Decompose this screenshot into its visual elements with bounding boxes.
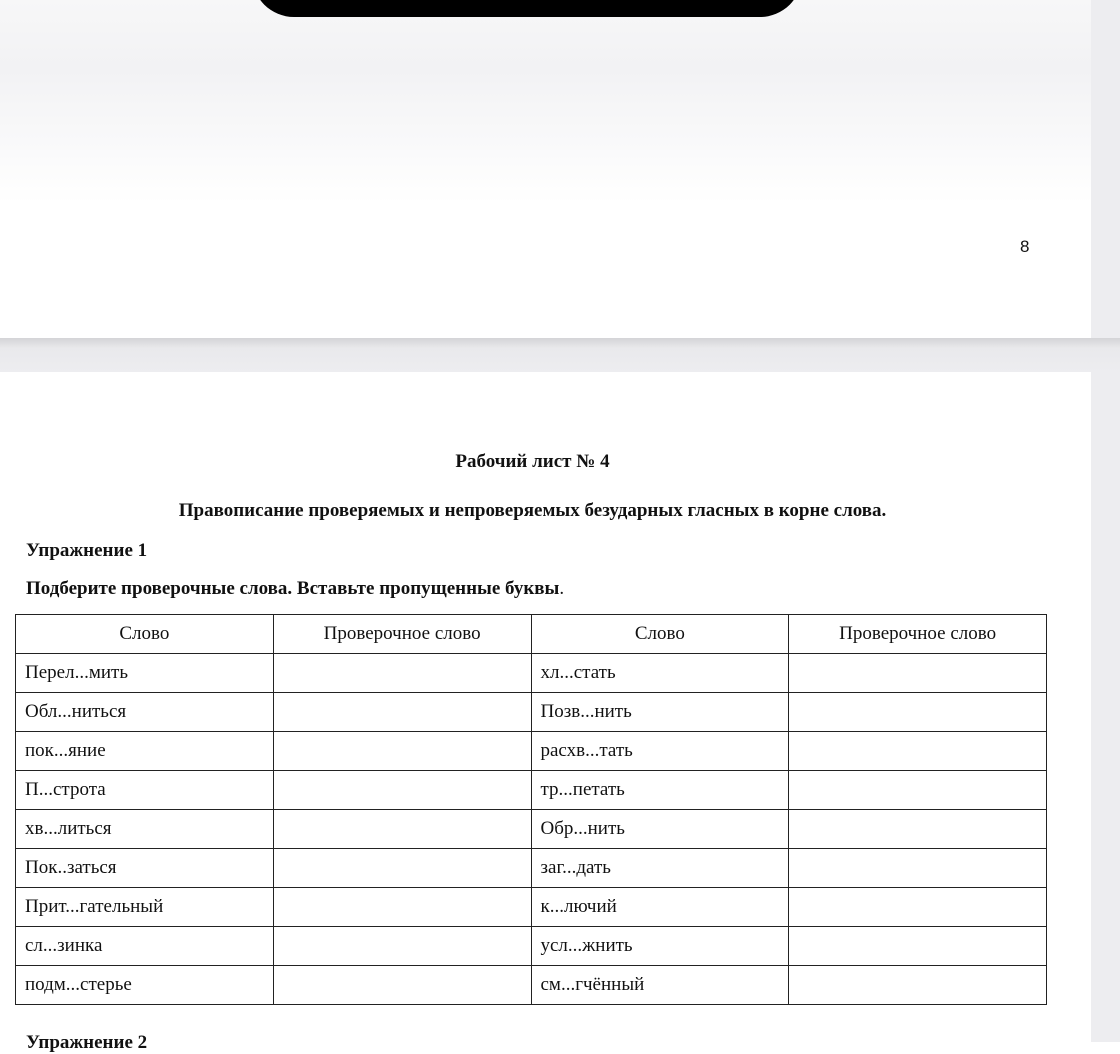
word-cell: заг...дать — [531, 849, 789, 888]
check-word-cell[interactable] — [273, 888, 531, 927]
check-word-cell[interactable] — [273, 654, 531, 693]
column-header: Слово — [16, 615, 274, 654]
page-margin-right — [1091, 0, 1120, 340]
table-row — [16, 771, 1047, 810]
word-cell: П...строта — [16, 771, 274, 810]
previous-page — [0, 0, 1091, 340]
check-word-cell[interactable] — [273, 966, 531, 1005]
check-word-cell[interactable] — [789, 849, 1047, 888]
check-word-cell[interactable] — [273, 732, 531, 771]
worksheet-title: Рабочий лист № 4 — [455, 451, 610, 472]
page-separator — [0, 338, 1120, 372]
check-word-cell[interactable] — [789, 771, 1047, 810]
check-word-cell[interactable] — [789, 693, 1047, 732]
table-row — [16, 732, 1047, 771]
word-cell: сл...зинка — [16, 927, 274, 966]
instruction-text: Подберите проверочные слова. Вставьте пропущенные буквы — [26, 578, 560, 599]
table-row — [16, 810, 1047, 849]
column-header: Проверочное слово — [789, 615, 1047, 654]
check-word-cell[interactable] — [273, 771, 531, 810]
check-word-cell[interactable] — [789, 927, 1047, 966]
word-cell: тр...петать — [531, 771, 789, 810]
word-cell: хл...стать — [531, 654, 789, 693]
word-cell: Пок..заться — [16, 849, 274, 888]
word-cell: пок...яние — [16, 732, 274, 771]
instruction-period: . — [559, 578, 565, 599]
word-cell: Прит...гательный — [16, 888, 274, 927]
check-word-cell[interactable] — [273, 810, 531, 849]
next-exercise-title: Упражнение 2 — [26, 1032, 148, 1053]
table-row — [16, 849, 1047, 888]
word-cell: подм...стерье — [16, 966, 274, 1005]
table-row — [16, 654, 1047, 693]
word-cell: Обр...нить — [531, 810, 789, 849]
check-word-cell[interactable] — [789, 888, 1047, 927]
words-table — [15, 614, 1047, 1005]
word-cell: усл...жнить — [531, 927, 789, 966]
word-cell: Перел...мить — [16, 654, 274, 693]
page-margin-right — [1091, 372, 1120, 1042]
table-row — [16, 888, 1047, 927]
word-cell: Обл...ниться — [16, 693, 274, 732]
check-word-cell[interactable] — [789, 654, 1047, 693]
page-number: 8 — [1020, 237, 1030, 256]
word-cell: Позв...нить — [531, 693, 789, 732]
table-header-row — [16, 615, 1047, 654]
column-header: Слово — [531, 615, 789, 654]
table-row — [16, 927, 1047, 966]
check-word-cell[interactable] — [273, 849, 531, 888]
table-row — [16, 966, 1047, 1005]
exercise-title: Упражнение 1 — [26, 540, 148, 561]
word-cell: расхв...тать — [531, 732, 789, 771]
check-word-cell[interactable] — [789, 966, 1047, 1005]
table-row — [16, 693, 1047, 732]
worksheet-subtitle: Правописание проверяемых и непроверяемых безударных гласных в корне слова. — [178, 500, 887, 521]
check-word-cell[interactable] — [789, 732, 1047, 771]
check-word-cell[interactable] — [789, 810, 1047, 849]
word-cell: см...гчённый — [531, 966, 789, 1005]
check-word-cell[interactable] — [273, 693, 531, 732]
exercise-instruction — [26, 578, 564, 600]
device-notch — [252, 0, 802, 17]
word-cell: хв...литься — [16, 810, 274, 849]
check-word-cell[interactable] — [273, 927, 531, 966]
column-header: Проверочное слово — [273, 615, 531, 654]
word-cell: к...лючий — [531, 888, 789, 927]
